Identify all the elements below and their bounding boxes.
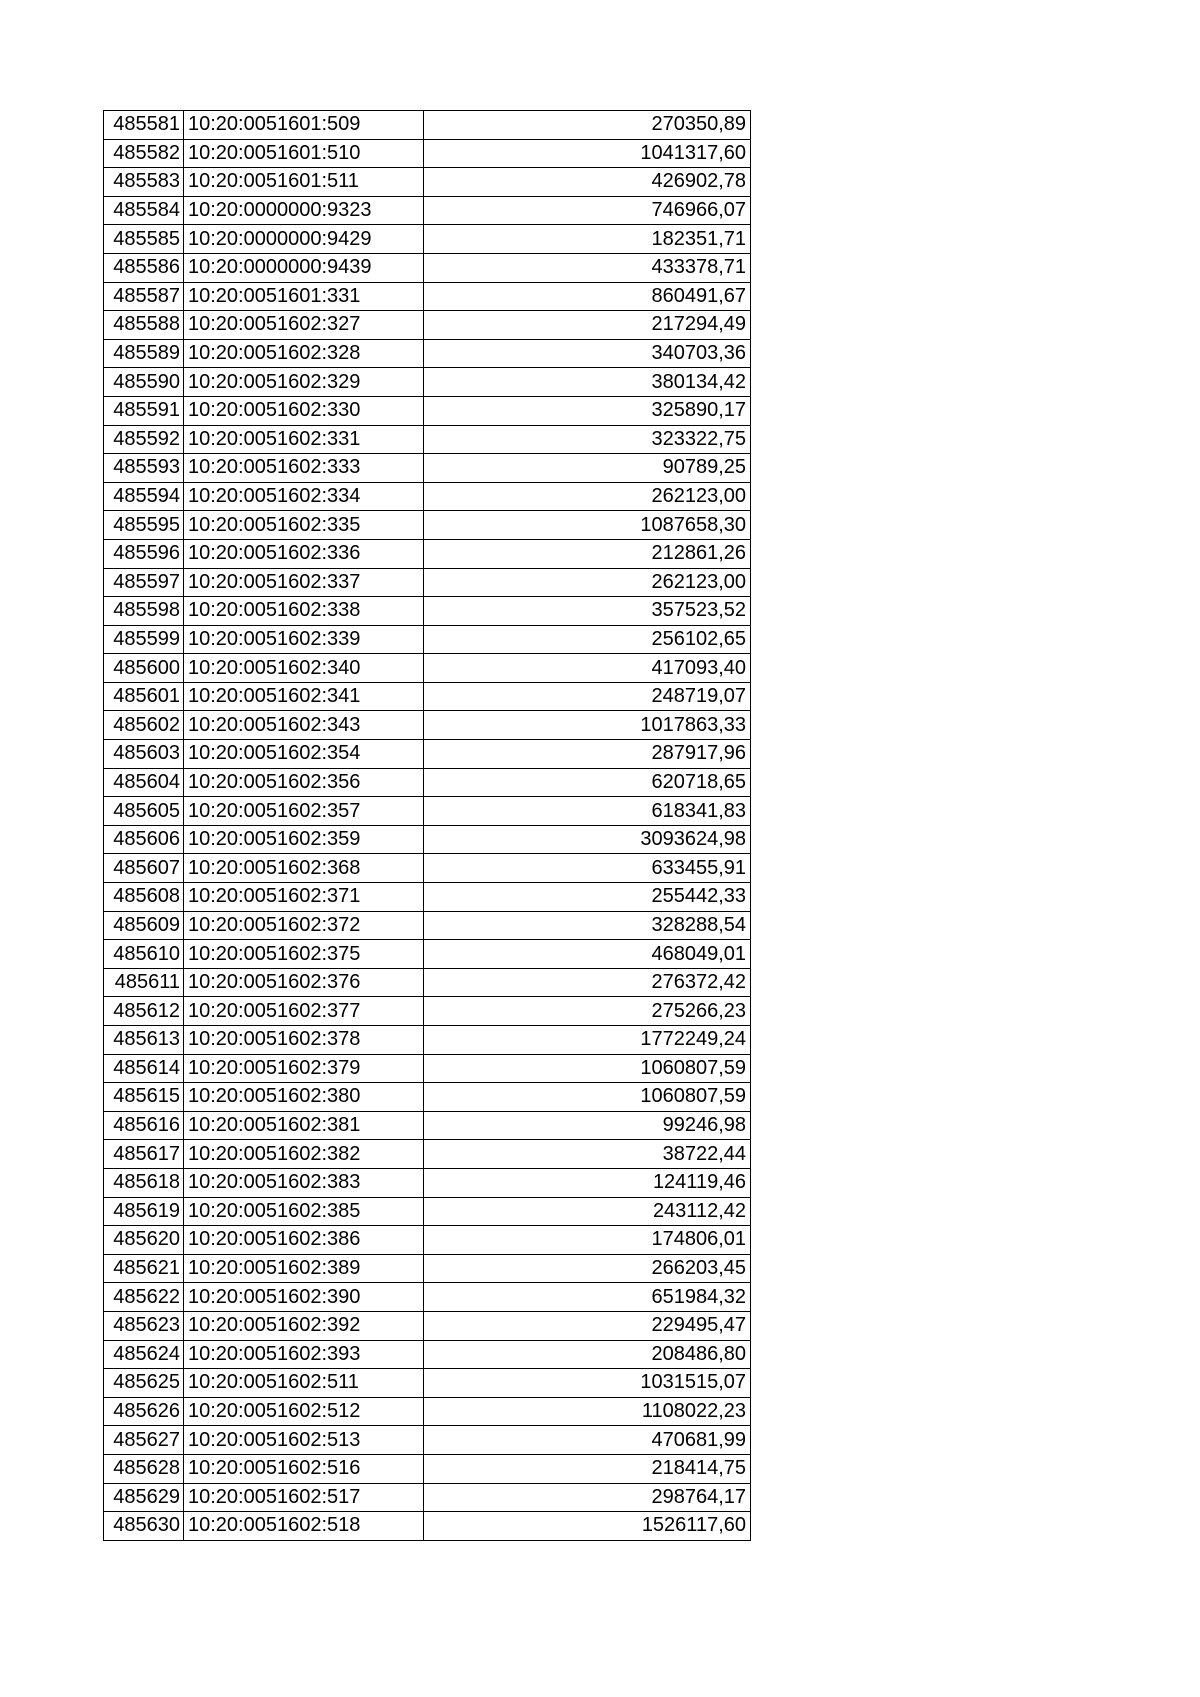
cadastral-number-cell: 10:20:0051602:330: [184, 396, 424, 425]
table-row: [104, 1168, 751, 1197]
value-cell: 426902,78: [424, 168, 751, 197]
table-row: [104, 111, 751, 140]
table-row: [104, 425, 751, 454]
value-cell: 124119,46: [424, 1168, 751, 1197]
row-id-cell: 485596: [104, 539, 184, 568]
value-cell: 468049,01: [424, 940, 751, 969]
cadastral-number-cell: 10:20:0051602:372: [184, 911, 424, 940]
table-row: [104, 1111, 751, 1140]
table-row: [104, 1283, 751, 1312]
table-row: [104, 368, 751, 397]
table-row: [104, 1026, 751, 1055]
row-id-cell: 485618: [104, 1168, 184, 1197]
value-cell: 275266,23: [424, 997, 751, 1026]
row-id-cell: 485625: [104, 1369, 184, 1398]
value-cell: 266203,45: [424, 1254, 751, 1283]
value-cell: 633455,91: [424, 854, 751, 883]
cadastral-number-cell: 10:20:0051602:379: [184, 1054, 424, 1083]
row-id-cell: 485621: [104, 1254, 184, 1283]
row-id-cell: 485592: [104, 425, 184, 454]
cadastral-number-cell: 10:20:0000000:9429: [184, 225, 424, 254]
value-cell: 1108022,23: [424, 1397, 751, 1426]
table-row: [104, 482, 751, 511]
value-cell: 1060807,59: [424, 1083, 751, 1112]
value-cell: 323322,75: [424, 425, 751, 454]
row-id-cell: 485626: [104, 1397, 184, 1426]
value-cell: 380134,42: [424, 368, 751, 397]
row-id-cell: 485610: [104, 940, 184, 969]
table-row: [104, 511, 751, 540]
row-id-cell: 485613: [104, 1026, 184, 1055]
row-id-cell: 485589: [104, 339, 184, 368]
cadastral-number-cell: 10:20:0051602:359: [184, 825, 424, 854]
cadastral-number-cell: 10:20:0051602:380: [184, 1083, 424, 1112]
row-id-cell: 485612: [104, 997, 184, 1026]
value-cell: 38722,44: [424, 1140, 751, 1169]
table-row: [104, 1254, 751, 1283]
row-id-cell: 485603: [104, 740, 184, 769]
table-row: [104, 711, 751, 740]
table-row: [104, 1454, 751, 1483]
value-cell: 248719,07: [424, 682, 751, 711]
table-row: [104, 625, 751, 654]
table-row: [104, 539, 751, 568]
value-cell: 243112,42: [424, 1197, 751, 1226]
cadastral-number-cell: 10:20:0051602:377: [184, 997, 424, 1026]
table-row: [104, 682, 751, 711]
cadastral-number-cell: 10:20:0051602:386: [184, 1226, 424, 1255]
value-cell: 340703,36: [424, 339, 751, 368]
row-id-cell: 485606: [104, 825, 184, 854]
row-id-cell: 485617: [104, 1140, 184, 1169]
value-cell: 256102,65: [424, 625, 751, 654]
cadastral-number-cell: 10:20:0051602:516: [184, 1454, 424, 1483]
value-cell: 287917,96: [424, 740, 751, 769]
row-id-cell: 485614: [104, 1054, 184, 1083]
cadastral-number-cell: 10:20:0000000:9323: [184, 196, 424, 225]
cadastral-number-cell: 10:20:0051602:390: [184, 1283, 424, 1312]
row-id-cell: 485590: [104, 368, 184, 397]
cadastral-number-cell: 10:20:0051601:509: [184, 111, 424, 140]
table-row: [104, 1083, 751, 1112]
value-cell: 255442,33: [424, 883, 751, 912]
row-id-cell: 485607: [104, 854, 184, 883]
cadastral-number-cell: 10:20:0051602:393: [184, 1340, 424, 1369]
row-id-cell: 485586: [104, 253, 184, 282]
value-cell: 182351,71: [424, 225, 751, 254]
row-id-cell: 485627: [104, 1426, 184, 1455]
value-cell: 276372,42: [424, 968, 751, 997]
value-cell: 1017863,33: [424, 711, 751, 740]
table-row: [104, 825, 751, 854]
value-cell: 208486,80: [424, 1340, 751, 1369]
table-row: [104, 339, 751, 368]
table-row: [104, 740, 751, 769]
value-cell: 229495,47: [424, 1311, 751, 1340]
row-id-cell: 485597: [104, 568, 184, 597]
value-cell: 174806,01: [424, 1226, 751, 1255]
value-cell: 325890,17: [424, 396, 751, 425]
table-row: [104, 1426, 751, 1455]
table-row: [104, 1512, 751, 1541]
table-row: [104, 454, 751, 483]
cadastral-number-cell: 10:20:0051602:512: [184, 1397, 424, 1426]
cadastral-number-cell: 10:20:0051602:389: [184, 1254, 424, 1283]
cadastral-number-cell: 10:20:0051602:328: [184, 339, 424, 368]
table-row: [104, 883, 751, 912]
cadastral-number-cell: 10:20:0051602:511: [184, 1369, 424, 1398]
value-cell: 433378,71: [424, 253, 751, 282]
cadastral-number-cell: 10:20:0051602:341: [184, 682, 424, 711]
cadastral-number-cell: 10:20:0051602:340: [184, 654, 424, 683]
value-cell: 262123,00: [424, 482, 751, 511]
row-id-cell: 485611: [104, 968, 184, 997]
cadastral-number-cell: 10:20:0051601:511: [184, 168, 424, 197]
value-cell: 620718,65: [424, 768, 751, 797]
cadastral-number-cell: 10:20:0051602:375: [184, 940, 424, 969]
cadastral-number-cell: 10:20:0051602:343: [184, 711, 424, 740]
row-id-cell: 485622: [104, 1283, 184, 1312]
row-id-cell: 485620: [104, 1226, 184, 1255]
cadastral-number-cell: 10:20:0051602:339: [184, 625, 424, 654]
cadastral-number-cell: 10:20:0051602:335: [184, 511, 424, 540]
table-row: [104, 854, 751, 883]
row-id-cell: 485630: [104, 1512, 184, 1541]
table-row: [104, 1054, 751, 1083]
table-row: [104, 282, 751, 311]
table-row: [104, 1397, 751, 1426]
table-row: [104, 253, 751, 282]
row-id-cell: 485582: [104, 139, 184, 168]
value-cell: 1772249,24: [424, 1026, 751, 1055]
cadastral-number-cell: 10:20:0051602:354: [184, 740, 424, 769]
value-cell: 262123,00: [424, 568, 751, 597]
cadastral-number-cell: 10:20:0051601:510: [184, 139, 424, 168]
cadastral-number-cell: 10:20:0051602:333: [184, 454, 424, 483]
row-id-cell: 485602: [104, 711, 184, 740]
table-row: [104, 196, 751, 225]
cadastral-number-cell: 10:20:0051602:337: [184, 568, 424, 597]
table-row: [104, 1483, 751, 1512]
row-id-cell: 485619: [104, 1197, 184, 1226]
table-row: [104, 797, 751, 826]
cadastral-number-cell: 10:20:0051602:368: [184, 854, 424, 883]
cadastral-number-cell: 10:20:0051602:336: [184, 539, 424, 568]
cadastral-number-cell: 10:20:0051602:385: [184, 1197, 424, 1226]
value-cell: 298764,17: [424, 1483, 751, 1512]
row-id-cell: 485595: [104, 511, 184, 540]
value-cell: 99246,98: [424, 1111, 751, 1140]
row-id-cell: 485598: [104, 597, 184, 626]
table-row: [104, 768, 751, 797]
row-id-cell: 485593: [104, 454, 184, 483]
cadastral-number-cell: 10:20:0051602:356: [184, 768, 424, 797]
row-id-cell: 485585: [104, 225, 184, 254]
cadastral-number-cell: 10:20:0051602:382: [184, 1140, 424, 1169]
cadastral-number-cell: 10:20:0051602:371: [184, 883, 424, 912]
cadastral-number-cell: 10:20:0051602:329: [184, 368, 424, 397]
row-id-cell: 485587: [104, 282, 184, 311]
cadastral-number-cell: 10:20:0051602:338: [184, 597, 424, 626]
row-id-cell: 485599: [104, 625, 184, 654]
row-id-cell: 485588: [104, 311, 184, 340]
value-cell: 746966,07: [424, 196, 751, 225]
cadastral-number-cell: 10:20:0051602:513: [184, 1426, 424, 1455]
value-cell: 618341,83: [424, 797, 751, 826]
value-cell: 1526117,60: [424, 1512, 751, 1541]
table-row: [104, 1311, 751, 1340]
row-id-cell: 485629: [104, 1483, 184, 1512]
row-id-cell: 485616: [104, 1111, 184, 1140]
value-cell: 217294,49: [424, 311, 751, 340]
table-row: [104, 1369, 751, 1398]
cadastral-number-cell: 10:20:0051602:383: [184, 1168, 424, 1197]
table-row: [104, 311, 751, 340]
table-row: [104, 1340, 751, 1369]
cadastral-number-cell: 10:20:0051602:518: [184, 1512, 424, 1541]
table-row: [104, 911, 751, 940]
value-cell: 357523,52: [424, 597, 751, 626]
value-cell: 417093,40: [424, 654, 751, 683]
table-body: [104, 111, 751, 1541]
value-cell: 1060807,59: [424, 1054, 751, 1083]
value-cell: 860491,67: [424, 282, 751, 311]
table-row: [104, 168, 751, 197]
table-row: [104, 139, 751, 168]
row-id-cell: 485583: [104, 168, 184, 197]
value-cell: 1041317,60: [424, 139, 751, 168]
table-row: [104, 396, 751, 425]
value-cell: 1031515,07: [424, 1369, 751, 1398]
cadastral-number-cell: 10:20:0051602:327: [184, 311, 424, 340]
table-row: [104, 654, 751, 683]
value-cell: 328288,54: [424, 911, 751, 940]
table-row: [104, 225, 751, 254]
row-id-cell: 485624: [104, 1340, 184, 1369]
row-id-cell: 485609: [104, 911, 184, 940]
value-cell: 90789,25: [424, 454, 751, 483]
cadastral-number-cell: 10:20:0051602:381: [184, 1111, 424, 1140]
cadastral-number-cell: 10:20:0051602:517: [184, 1483, 424, 1512]
table-row: [104, 968, 751, 997]
cadastral-number-cell: 10:20:0000000:9439: [184, 253, 424, 282]
value-cell: 470681,99: [424, 1426, 751, 1455]
cadastral-number-cell: 10:20:0051602:331: [184, 425, 424, 454]
row-id-cell: 485584: [104, 196, 184, 225]
row-id-cell: 485600: [104, 654, 184, 683]
table-row: [104, 1140, 751, 1169]
row-id-cell: 485591: [104, 396, 184, 425]
value-cell: 270350,89: [424, 111, 751, 140]
value-cell: 3093624,98: [424, 825, 751, 854]
value-cell: 1087658,30: [424, 511, 751, 540]
value-cell: 651984,32: [424, 1283, 751, 1312]
cadastral-number-cell: 10:20:0051602:357: [184, 797, 424, 826]
table-row: [104, 1226, 751, 1255]
row-id-cell: 485615: [104, 1083, 184, 1112]
cadastral-number-cell: 10:20:0051601:331: [184, 282, 424, 311]
row-id-cell: 485604: [104, 768, 184, 797]
table-row: [104, 997, 751, 1026]
table-row: [104, 1197, 751, 1226]
row-id-cell: 485608: [104, 883, 184, 912]
value-cell: 212861,26: [424, 539, 751, 568]
cadastral-number-cell: 10:20:0051602:378: [184, 1026, 424, 1055]
row-id-cell: 485605: [104, 797, 184, 826]
row-id-cell: 485628: [104, 1454, 184, 1483]
table-row: [104, 568, 751, 597]
cadastral-number-cell: 10:20:0051602:334: [184, 482, 424, 511]
table-row: [104, 597, 751, 626]
value-cell: 218414,75: [424, 1454, 751, 1483]
table-row: [104, 940, 751, 969]
cadastral-number-cell: 10:20:0051602:376: [184, 968, 424, 997]
cadastral-number-cell: 10:20:0051602:392: [184, 1311, 424, 1340]
row-id-cell: 485601: [104, 682, 184, 711]
row-id-cell: 485623: [104, 1311, 184, 1340]
row-id-cell: 485581: [104, 111, 184, 140]
row-id-cell: 485594: [104, 482, 184, 511]
data-table: [103, 110, 751, 1541]
